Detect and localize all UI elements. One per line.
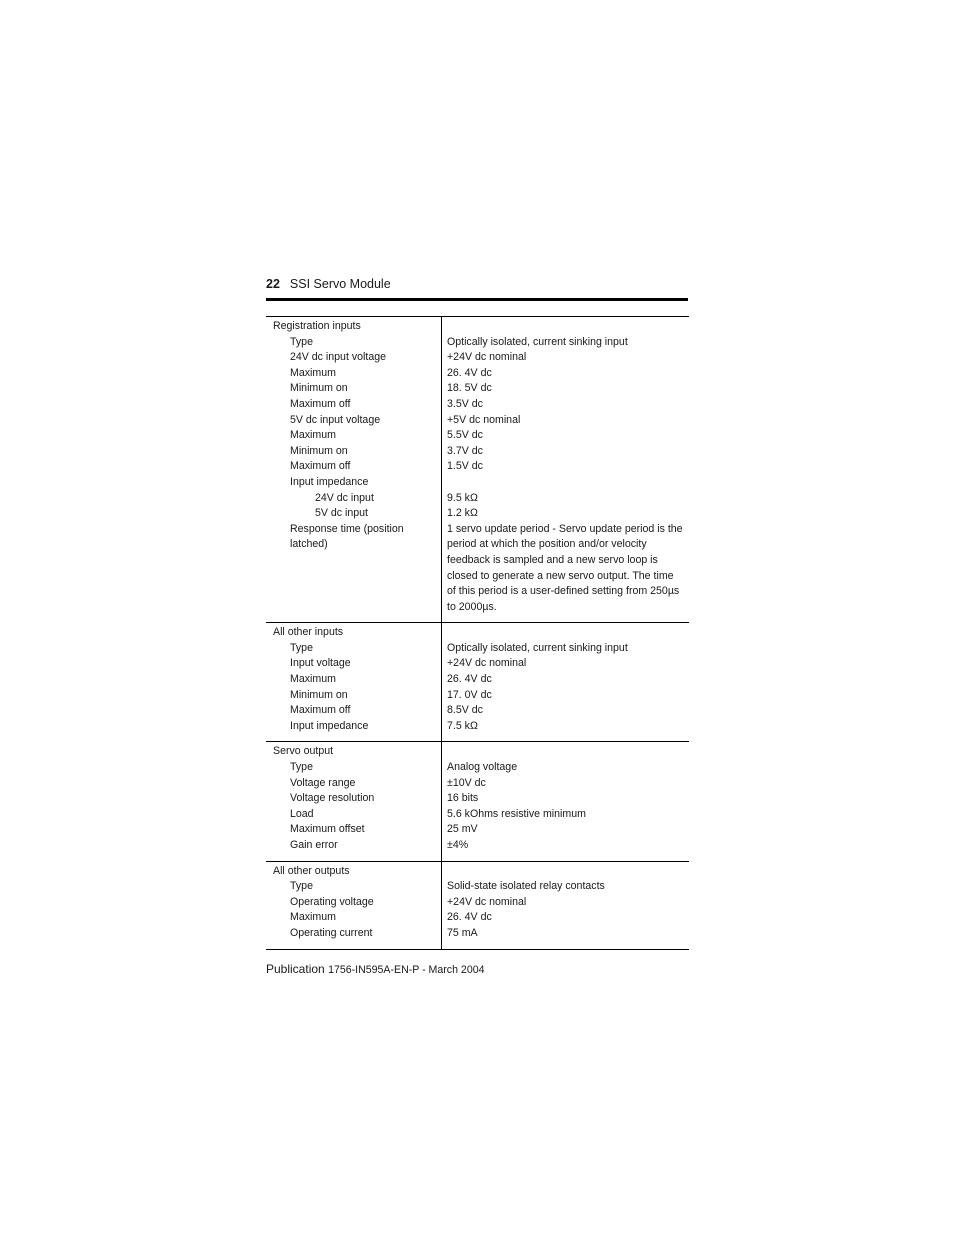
spec-value: 1.5V dc bbox=[447, 460, 483, 473]
spec-label: 5V dc input bbox=[315, 507, 369, 520]
spec-value: 3.7V dc bbox=[447, 444, 483, 457]
section-heading: All other outputs bbox=[273, 864, 350, 877]
spec-values bbox=[442, 317, 690, 623]
spec-value: 1.2 kΩ bbox=[447, 507, 478, 520]
spec-value: +24V dc nominal bbox=[447, 657, 527, 670]
spec-value: Optically isolated, current sinking input bbox=[447, 335, 628, 348]
publication-info: 1756-IN595A-EN-P - March 2004 bbox=[328, 964, 485, 976]
spec-label: Minimum on bbox=[290, 382, 348, 395]
spec-label: Input impedance bbox=[290, 719, 369, 732]
spec-label: Maximum off bbox=[290, 704, 351, 717]
spec-value: 7.5 kΩ bbox=[447, 719, 478, 732]
spec-labels bbox=[266, 861, 442, 949]
spec-label: Operating current bbox=[290, 926, 373, 939]
spec-value: 16 bits bbox=[447, 792, 479, 805]
spec-label: Type bbox=[290, 761, 313, 774]
spec-value: 26. 4V dc bbox=[447, 673, 492, 686]
spec-values bbox=[442, 861, 690, 949]
spec-value: 26. 4V dc bbox=[447, 366, 492, 379]
spec-values bbox=[442, 623, 690, 742]
spec-label: Response time (position bbox=[290, 522, 404, 535]
document-title: SSI Servo Module bbox=[289, 277, 391, 291]
section-heading: All other inputs bbox=[273, 626, 344, 639]
spec-section-all-other-inputs bbox=[266, 623, 689, 742]
spec-value: 26. 4V dc bbox=[447, 911, 492, 924]
spec-section-servo-output bbox=[266, 742, 689, 861]
spec-label: 5V dc input voltage bbox=[290, 413, 381, 426]
spec-value: +24V dc nominal bbox=[447, 895, 527, 908]
spec-label: Voltage resolution bbox=[290, 792, 375, 805]
spec-value: Optically isolated, current sinking input bbox=[447, 641, 628, 654]
spec-label: Voltage range bbox=[290, 776, 356, 789]
spec-labels bbox=[266, 742, 442, 861]
spec-value: 8.5V dc bbox=[447, 704, 483, 717]
spec-section-registration-inputs bbox=[266, 317, 689, 623]
spec-label: Minimum on bbox=[290, 444, 348, 457]
spec-label: Maximum off bbox=[290, 460, 351, 473]
spec-value: 5.5V dc bbox=[447, 429, 483, 442]
spec-value: ±10V dc bbox=[447, 776, 486, 789]
spec-value: 3.5V dc bbox=[447, 397, 483, 410]
header-rule bbox=[266, 298, 688, 301]
spec-values bbox=[442, 742, 690, 861]
spec-labels bbox=[266, 317, 442, 623]
publication-label: Publication bbox=[266, 962, 325, 976]
section-heading: Registration inputs bbox=[273, 320, 361, 332]
spec-value: 17. 0V dc bbox=[447, 688, 492, 701]
spec-section-all-other-outputs bbox=[266, 861, 689, 949]
spec-label: Minimum on bbox=[290, 688, 348, 701]
spec-value: ±4% bbox=[447, 839, 469, 851]
spec-label: latched) bbox=[290, 538, 328, 551]
spec-label: 24V dc input voltage bbox=[290, 351, 387, 364]
specifications-table bbox=[266, 316, 689, 950]
spec-label: Maximum offset bbox=[290, 823, 365, 836]
spec-label: Input voltage bbox=[290, 657, 351, 670]
spec-value: 25 mV bbox=[447, 823, 478, 836]
spec-value: 5.6 kOhms resistive minimum bbox=[447, 807, 586, 820]
spec-value: 18. 5V dc bbox=[447, 382, 492, 395]
page-header bbox=[266, 276, 688, 292]
spec-value: Analog voltage bbox=[447, 761, 518, 774]
spec-value-description: 1 servo update period - Servo update period is the period at which the position and/or velocity feedback is sampled and a new servo loop is closed to generate a new servo output. The time of this period is a user-defined setting from 250µs to 2000µs. bbox=[447, 522, 683, 613]
spec-label: Load bbox=[290, 807, 314, 820]
spec-label: Maximum bbox=[290, 673, 336, 686]
spec-value: 9.5 kΩ bbox=[447, 491, 478, 504]
page-footer bbox=[266, 961, 485, 978]
spec-label: Maximum bbox=[290, 366, 336, 379]
spec-label: Gain error bbox=[290, 839, 338, 851]
spec-value: +24V dc nominal bbox=[447, 351, 527, 364]
spec-label: Type bbox=[290, 641, 313, 654]
spec-label: Maximum bbox=[290, 429, 336, 442]
spec-value: Solid-state isolated relay contacts bbox=[447, 880, 605, 893]
section-heading: Servo output bbox=[273, 745, 334, 758]
spec-label: Maximum bbox=[290, 911, 336, 924]
spec-label: Maximum off bbox=[290, 397, 351, 410]
spec-label: Type bbox=[290, 880, 313, 893]
page-number: 22 bbox=[266, 277, 280, 291]
spec-label: Type bbox=[290, 335, 313, 348]
spec-label: 24V dc input bbox=[315, 491, 374, 504]
spec-value: +5V dc nominal bbox=[447, 413, 521, 426]
spec-label: Input impedance bbox=[290, 475, 369, 488]
spec-label: Operating voltage bbox=[290, 895, 374, 908]
spec-value bbox=[447, 475, 683, 491]
spec-value: 75 mA bbox=[447, 926, 478, 939]
spec-labels bbox=[266, 623, 442, 742]
